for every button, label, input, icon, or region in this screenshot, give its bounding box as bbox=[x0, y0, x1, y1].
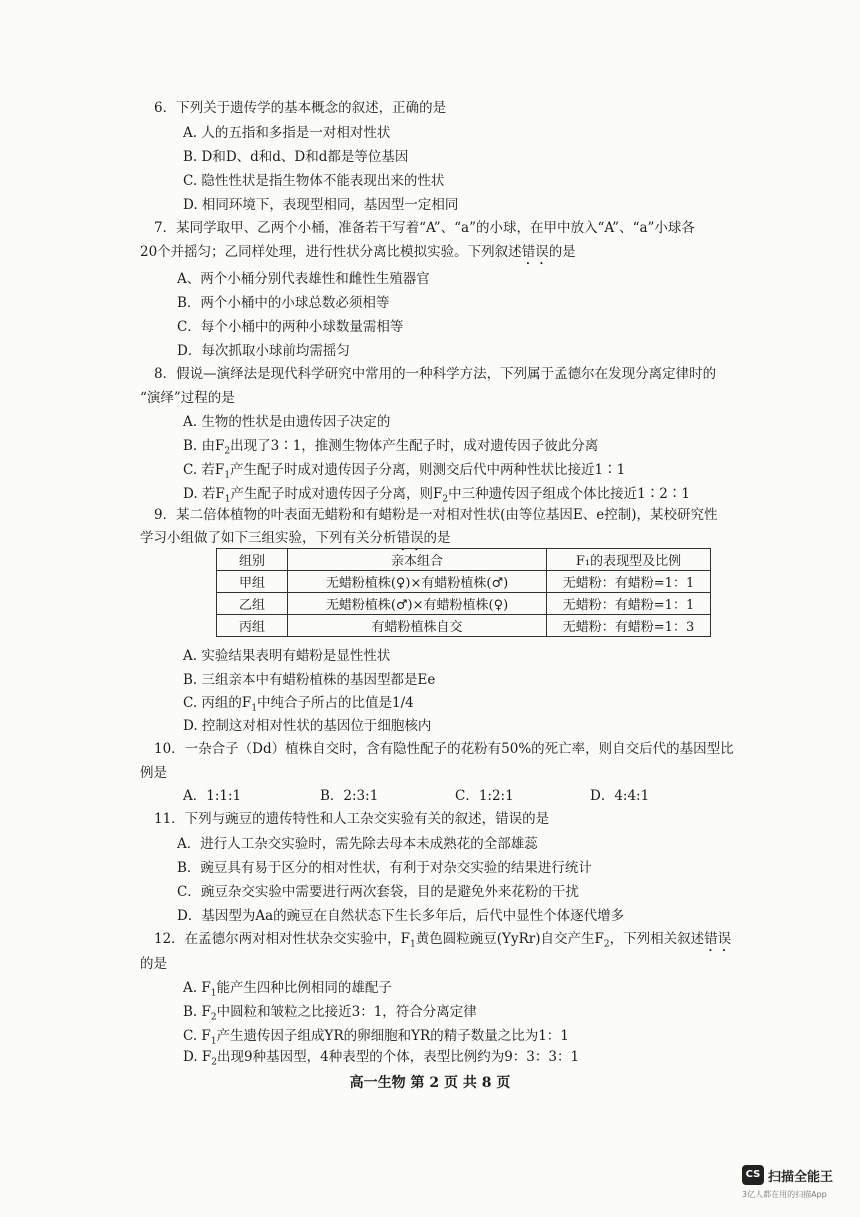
camscanner-logo-icon: CS bbox=[742, 1165, 764, 1185]
q9-option-d: D. 控制这对相对性状的基因位于细胞核内 bbox=[183, 718, 432, 734]
q12-option-a: A. $F_1$能产生四种比例相同的雄配子 bbox=[183, 980, 392, 999]
q12-emphasis: 错误 bbox=[704, 931, 732, 947]
q7-option-c: C．每个小桶中的两种小球数量需相等 bbox=[177, 319, 404, 335]
q11-option-a: A．进行人工杂交实验时，需先除去母本未成熟花的全部雄蕊 bbox=[177, 836, 538, 852]
q10-option-a: A．1:1:1 bbox=[183, 788, 242, 804]
q10-option-d: D．4:4:1 bbox=[590, 788, 650, 804]
watermark-tagline: 3亿人都在用的扫描App bbox=[742, 1190, 827, 1199]
q7-option-a: A、两个小桶分别代表雄性和雌性生殖器官 bbox=[177, 271, 430, 287]
q7-option-b: B．两个小桶中的小球总数必须相等 bbox=[177, 295, 390, 311]
table-header-cell: F₁的表现型及比例 bbox=[547, 549, 711, 571]
page-footer: 高一生物 第 2 页 共 8 页 bbox=[349, 1075, 511, 1091]
table-cell: 丙组 bbox=[217, 615, 288, 637]
table-row bbox=[217, 615, 711, 637]
q8-option-d: D. 若$F_1$产生配子时成对遗传因子分离，则$F_2$中三种遗传因子组成个体比接近1∶2∶1 bbox=[183, 486, 690, 505]
q8-stem-line1: 8．假说—演绎法是现代科学研究中常用的一种科学方法，下列属于孟德尔在发现分离定律时的 bbox=[154, 366, 717, 382]
q7-option-d: D．每次抓取小球前均需摇匀 bbox=[177, 343, 350, 359]
q11-option-b: B．豌豆具有易于区分的相对性状，有利于对杂交实验的结果进行统计 bbox=[177, 860, 592, 876]
q10-option-c: C．1:2:1 bbox=[455, 788, 514, 804]
q8-stem-line2: “演绎”过程的是 bbox=[140, 390, 235, 406]
table-header-row bbox=[217, 549, 711, 571]
q8-option-c: C. 若$F_1$产生配子时成对遗传因子分离，则测交后代中两种性状比接近1∶1 bbox=[183, 462, 626, 481]
q12-stem-line1: 12．在孟德尔两对相对性状杂交实验中，$F_1$黄色圆粒豌豆(YyRr)自交产生$F_2$，下列相关叙述错误 bbox=[154, 931, 732, 950]
q11-option-d: D．基因型为Aa的豌豆在自然状态下生长多年后，后代中显性个体逐代增多 bbox=[177, 908, 625, 924]
table-cell: 乙组 bbox=[217, 593, 288, 615]
q9-stem-line1: 9．某二倍体植物的叶表面无蜡粉和有蜡粉是一对相对性状(由等位基因E、e控制)，某校研究性 bbox=[154, 507, 718, 523]
q7-stem-line1: 7．某同学取甲、乙两个小桶，准备若干写着“A”、“a”的小球，在甲中放入“A”、“a”小球各 bbox=[154, 220, 695, 236]
watermark-name: 扫描全能王 bbox=[768, 1170, 834, 1185]
q10-stem-line1: 10．一杂合子（Dd）植株自交时，含有隐性配子的花粉有50%的死亡率，则自交后代的基因型比 bbox=[154, 741, 734, 757]
q10-stem-line2: 例是 bbox=[140, 765, 167, 781]
table-cell: 甲组 bbox=[217, 571, 288, 593]
q7-emphasis: 错误 bbox=[521, 244, 549, 260]
table-cell: 无蜡粉植株(♀)×有蜡粉植株(♂) bbox=[288, 571, 547, 593]
table-cell: 无蜡粉：有蜡粉=1：3 bbox=[547, 615, 711, 637]
q8-option-a: A. 生物的性状是由遗传因子决定的 bbox=[183, 414, 391, 430]
q8-option-b: B. 由$F_2$出现了3∶1，推测生物体产生配子时，成对遗传因子彼此分离 bbox=[183, 438, 599, 457]
q9-option-c: C. 丙组的$F_1$中纯合子所占的比值是1/4 bbox=[183, 695, 414, 714]
q9-emphasis: 错误 bbox=[396, 530, 424, 546]
q12-option-d: D. $F_2$出现9种基因型，4种表型的个体，表型比例约为9：3：3：1 bbox=[183, 1049, 580, 1068]
table-row bbox=[217, 571, 711, 593]
q6-option-d: D. 相同环境下，表现型相同，基因型一定相同 bbox=[183, 197, 459, 213]
table-cell: 无蜡粉：有蜡粉=1：1 bbox=[547, 571, 711, 593]
q6-option-a: A. 人的五指和多指是一对相对性状 bbox=[183, 125, 391, 141]
q12-stem-line2: 的是 bbox=[140, 956, 167, 972]
q6-option-c: C. 隐性性状是指生物体不能表现出来的性状 bbox=[183, 173, 445, 189]
q9-option-b: B. 三组亲本中有蜡粉植株的基因型都是Ee bbox=[183, 672, 436, 688]
q12-option-c: C. $F_1$产生遗传因子组成YR的卵细胞和YR的精子数量之比为1：1 bbox=[183, 1028, 569, 1047]
q9-stem-line2: 学习小组做了如下三组实验，下列有关分析错误的是 bbox=[140, 530, 451, 546]
q6-option-b: B. D和D、d和d、D和d都是等位基因 bbox=[183, 149, 409, 165]
table-cell: 无蜡粉植株(♂)×有蜡粉植株(♀) bbox=[288, 593, 547, 615]
table-cell: 有蜡粉植株自交 bbox=[288, 615, 547, 637]
table-header-cell: 组别 bbox=[217, 549, 288, 571]
q9-option-a: A. 实验结果表明有蜡粉是显性性状 bbox=[183, 648, 391, 664]
q9-experiment-table bbox=[216, 548, 711, 637]
table-header-cell: 亲本组合 bbox=[288, 549, 547, 571]
q11-stem: 11．下列与豌豆的遗传特性和人工杂交实验有关的叙述，错误的是 bbox=[154, 811, 550, 827]
q11-option-c: C．豌豆杂交实验中需要进行两次套袋，目的是避免外来花粉的干扰 bbox=[177, 884, 579, 900]
table-row bbox=[217, 593, 711, 615]
q12-option-b: B. $F_2$中圆粒和皱粒之比接近3：1，符合分离定律 bbox=[183, 1004, 477, 1023]
q7-stem-line2: 20个并摇匀；乙同样处理，进行性状分离比模拟实验。下列叙述错误的是 bbox=[140, 244, 576, 260]
q6-stem: 6．下列关于遗传学的基本概念的叙述，正确的是 bbox=[154, 100, 447, 116]
q10-option-b: B．2:3:1 bbox=[320, 788, 379, 804]
scanner-watermark bbox=[742, 1164, 842, 1204]
table-cell: 无蜡粉：有蜡粉=1：1 bbox=[547, 593, 711, 615]
